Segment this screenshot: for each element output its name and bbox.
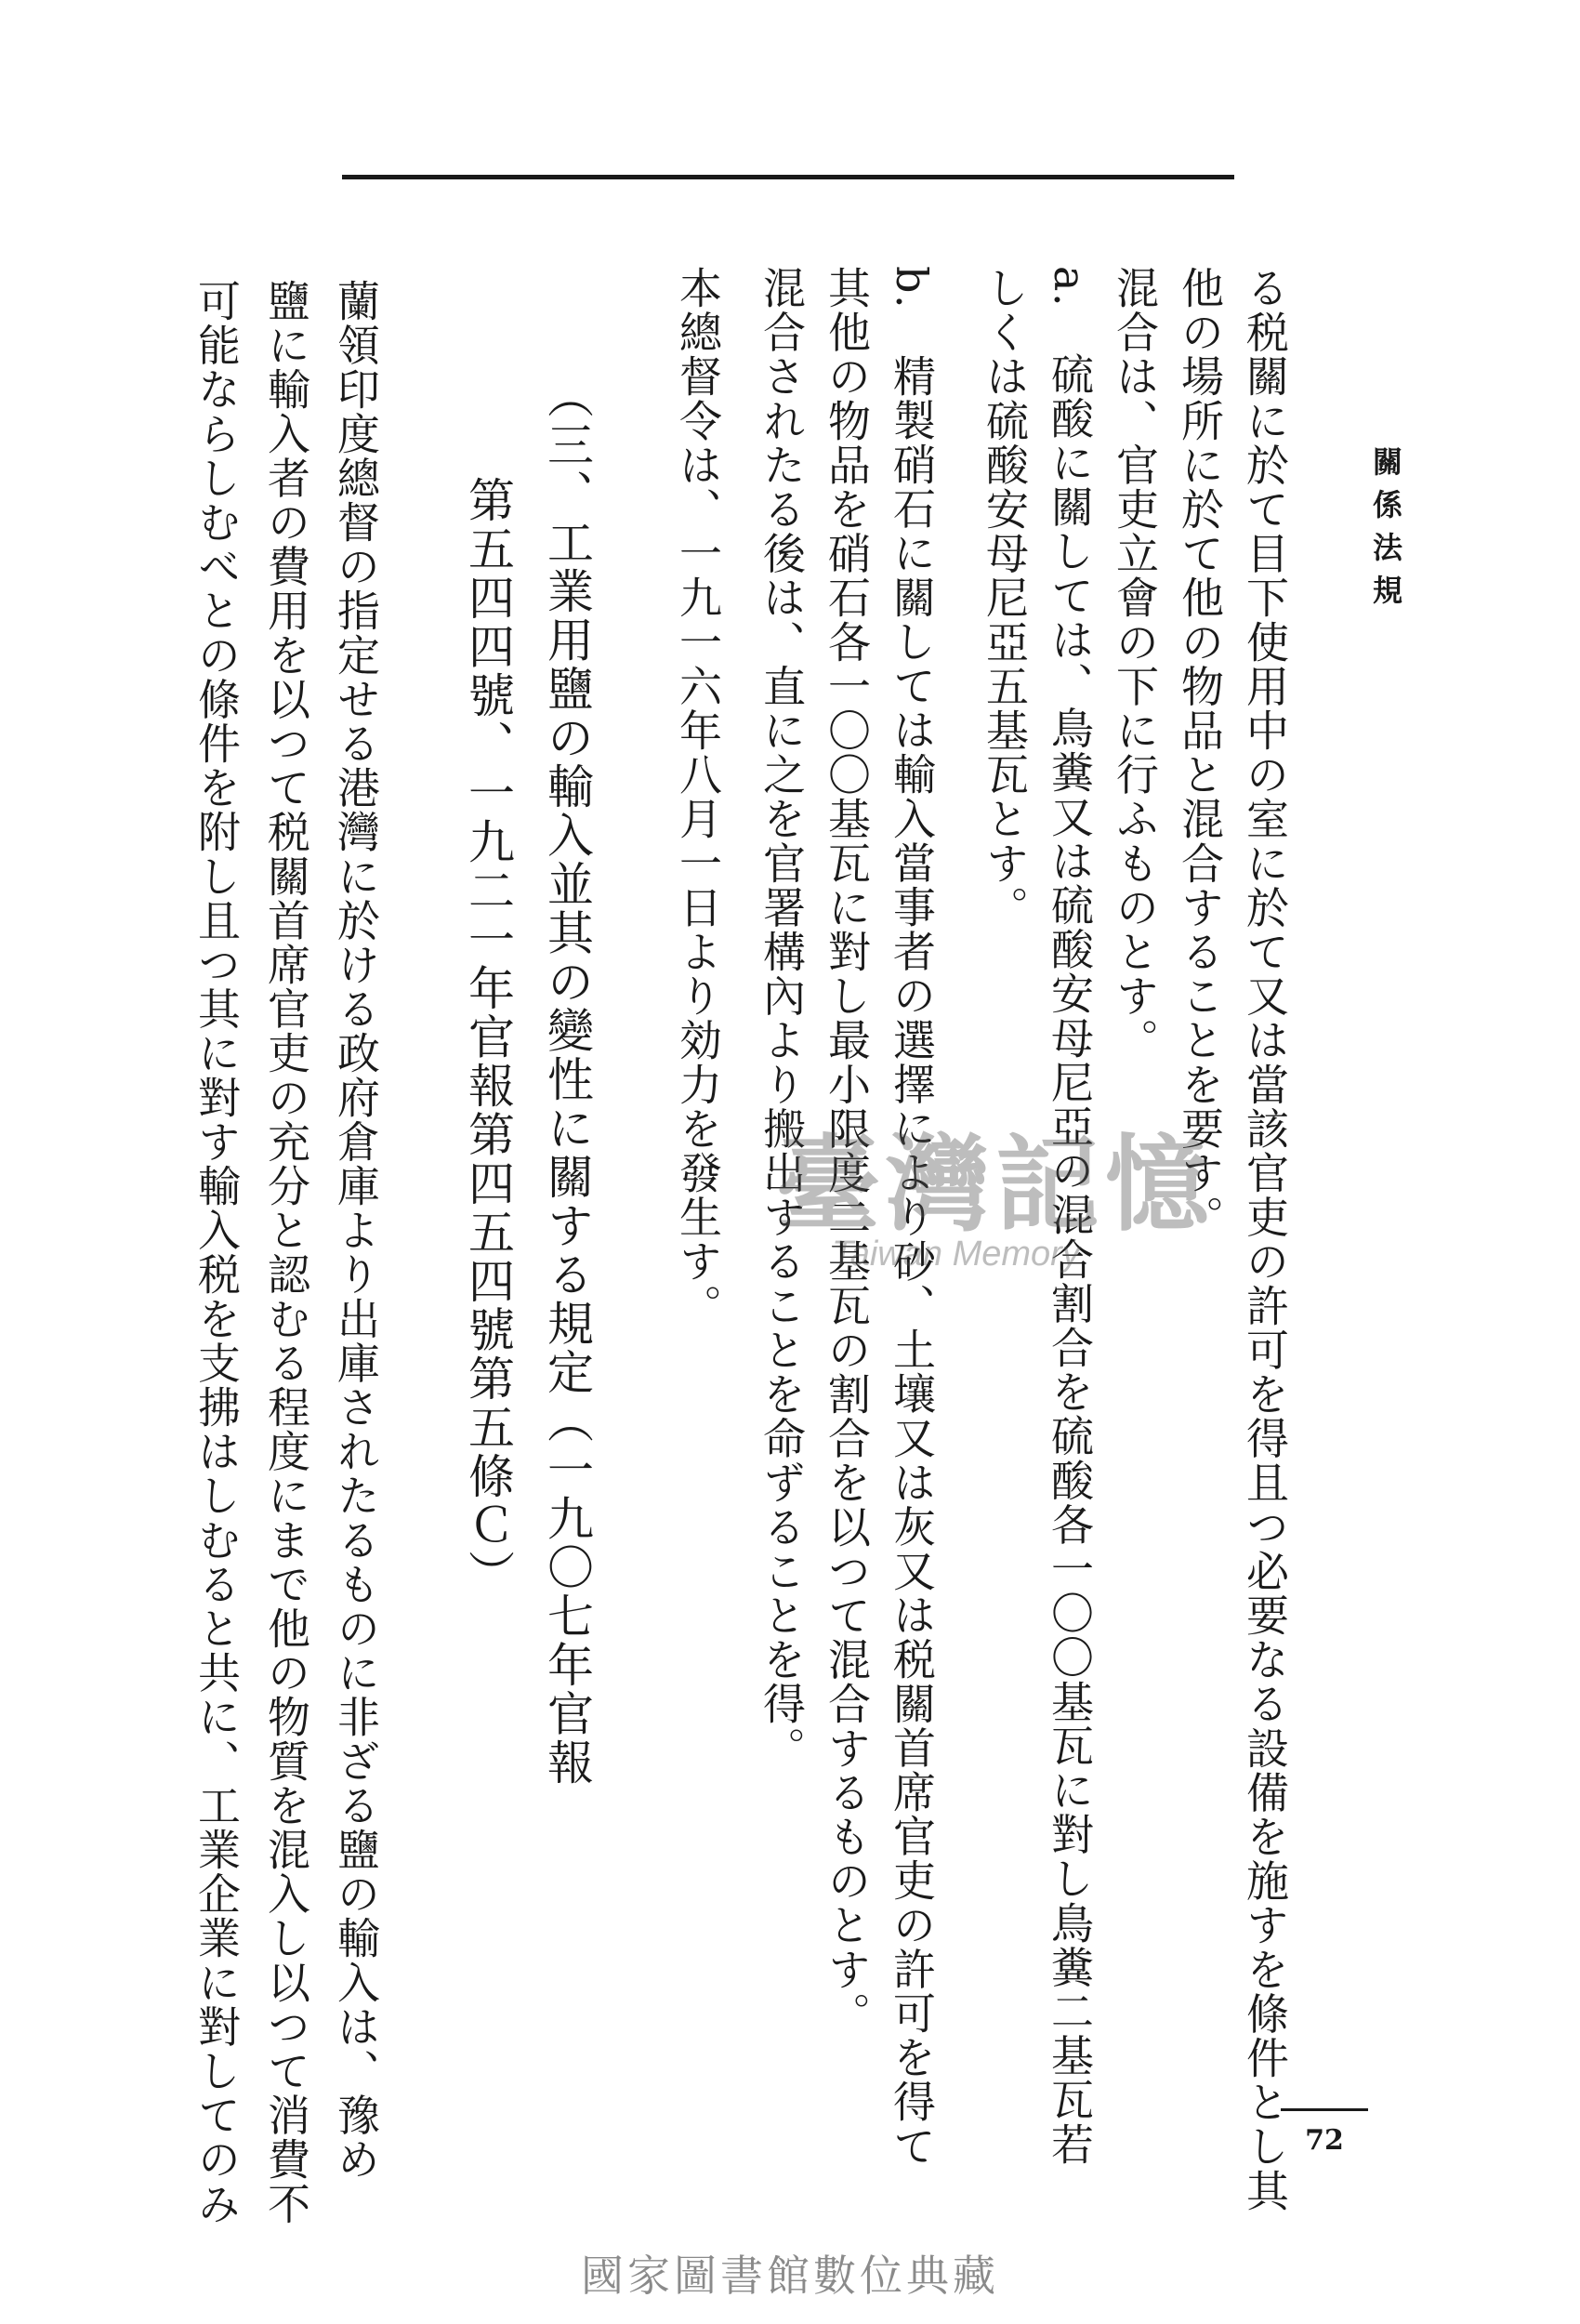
section-heading-continued: 第五四四號、一九二一年官報第四五四號第五條Ｃ） (461, 476, 515, 1599)
top-rule (342, 175, 1234, 179)
text-column: 他の場所に於て他の物品と混合することを要す。 (1175, 266, 1225, 1240)
body-column: 可能ならしむべとの條件を附し且つ其に對す輸入税を支拂はしむると共に、工業企業に對してのみ (191, 279, 242, 2226)
text-column: 本總督令は、一九一六年八月一日より効力を發生す。 (673, 266, 723, 1328)
text-column: 其他の物品を硝石各一〇〇基瓦に對し最小限度二基瓦の割合を以つて混合するものとす。 (822, 266, 872, 2036)
text-column: b. 精製硝石に關しては輸入當事者の選擇により砂、土壤又は灰又は税關首席官吏の許可を得て (887, 266, 937, 2169)
page-number: 72 (1305, 2124, 1344, 2157)
page-number-rule (1281, 2108, 1368, 2111)
body-column: 蘭領印度總督の指定せる港灣に於ける政府倉庫より出庫されたるものに非ざる鹽の輸入は、豫め (331, 279, 381, 2182)
section-heading: （三、工業用鹽の輸入並其の變性に關する規定（一九〇七年官報 (540, 372, 594, 1788)
body-column: 鹽に輸入者の費用を以つて税關首席官吏の充分と認むる程度にまで他の物質を混入し以つて消費不 (261, 279, 311, 2226)
text-column: a. 硫酸に關しては、鳥糞又は硫酸安母尼亞の混合割合を硫酸各一〇〇基瓦に對し鳥糞二基瓦若 (1045, 266, 1095, 2167)
text-column: しくは硫酸安母尼亞五基瓦とす。 (980, 266, 1030, 930)
watermark-title: 臺灣記憶 (776, 1125, 1215, 1246)
footer-credit: 國家圖書館數位典藏 (581, 2251, 999, 2301)
running-header: 關係法規 (1368, 446, 1403, 617)
watermark-logo (776, 1102, 1259, 1325)
watermark-subtitle: Taiwan Memory (832, 1235, 1080, 1274)
text-column: 混合されたる後は、直に之を官署構內より搬出することを命ずることを得。 (757, 266, 807, 1771)
text-column: 混合は、官吏立會の下に行ふものとす。 (1110, 266, 1160, 1063)
text-column: る税關に於て目下使用中の室に於て又は當該官吏の許可を得且つ必要なる設備を施すを條件とし其 (1240, 266, 1290, 2213)
